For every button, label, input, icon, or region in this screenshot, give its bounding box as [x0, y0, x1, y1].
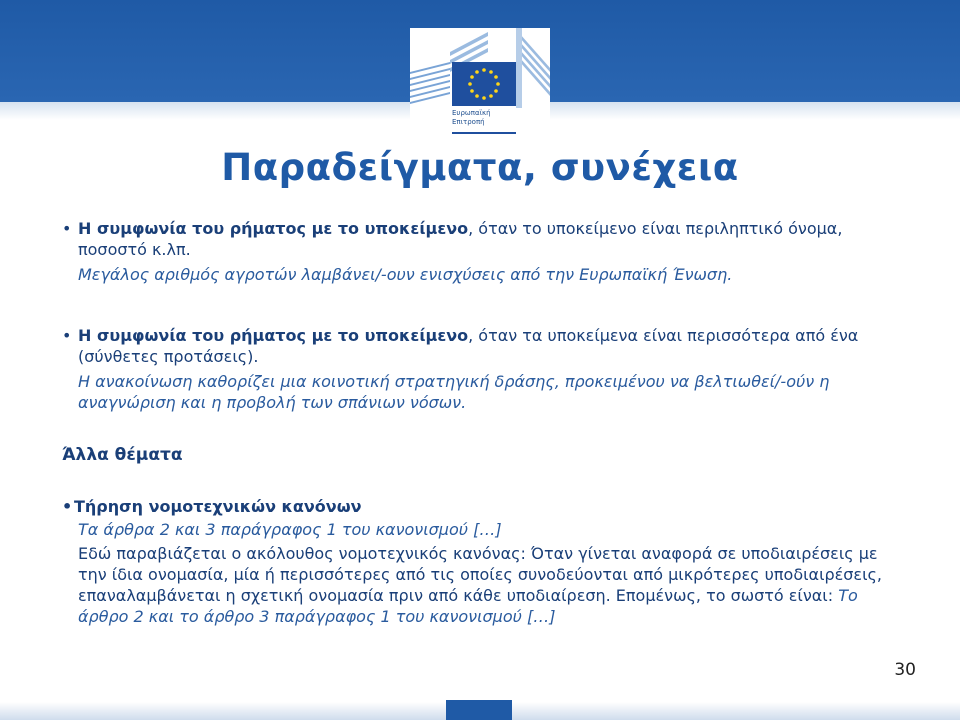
page-number: 30 — [894, 660, 916, 680]
bullet-dot: • — [62, 497, 73, 516]
explanation-3 — [62, 543, 902, 627]
bullet-item-2 — [62, 325, 902, 367]
bullet-dot: • — [62, 219, 72, 238]
slide-body — [62, 218, 902, 627]
bullet-item-3-bold: Τήρηση νομοτεχνικών κανόνων — [74, 497, 362, 516]
example-3: Τα άρθρα 2 και 3 παράγραφος 1 του κανονισμού […] — [78, 520, 502, 539]
bullet-item-2-bold: Η συμφωνία του ρήματος με το υποκείμενο — [78, 326, 469, 345]
example-1: Μεγάλος αριθμός αγροτών λαμβάνει/-ουν ενισχύσεις από την Ευρωπαϊκή Ένωση. — [78, 265, 733, 284]
example-2: Η ανακοίνωση καθορίζει μια κοινοτική στρατηγική δράσης, προκειμένου να βελτιωθεί/-ούν η αναγνώριση και η προβολή των σπάνιων νόσων. — [78, 372, 830, 412]
bullet-item-2-text: , όταν τα υποκείμενα είναι περισσότερα από ένα (σύνθετες προτάσεις). — [78, 326, 859, 366]
section-heading: Άλλα θέματα — [62, 445, 183, 465]
bullet-item-1 — [62, 218, 902, 260]
footer-square — [446, 700, 512, 720]
page-title: Παραδείγματα, συνέχεια — [221, 146, 739, 189]
logo-line-1: Ευρωπαϊκή — [452, 109, 491, 117]
logo-line-2: Επιτροπή — [452, 118, 485, 126]
bullet-item-3 — [62, 496, 902, 517]
bullet-item-1-text: , όταν το υποκείμενο είναι περιληπτικό όνομα, ποσοστό κ.λπ. — [78, 219, 843, 259]
bullet-dot: • — [62, 326, 72, 345]
correct-form: Το άρθρο 2 και το άρθρο 3 παράγραφος 1 του κανονισμού […] — [78, 586, 858, 626]
bullet-item-1-bold: Η συμφωνία του ρήματος με το υποκείμενο — [78, 219, 469, 238]
explanation-3-text: Εδώ παραβιάζεται ο ακόλουθος νομοτεχνικός κανόνας: Όταν γίνεται αναφορά σε υποδιαιρέσεις με την ίδια ονομασία, μία ή περισσότερες από τις οποίες συνοδεύονται από μικρότερες υποδιαιρέσεις, επαναλαμβάνεται η σχετική ονομασία πριν από κάθε υποδιαίρεση. Επομένως, το σωστό είναι: — [78, 544, 882, 605]
logo-wordmark — [452, 109, 552, 127]
